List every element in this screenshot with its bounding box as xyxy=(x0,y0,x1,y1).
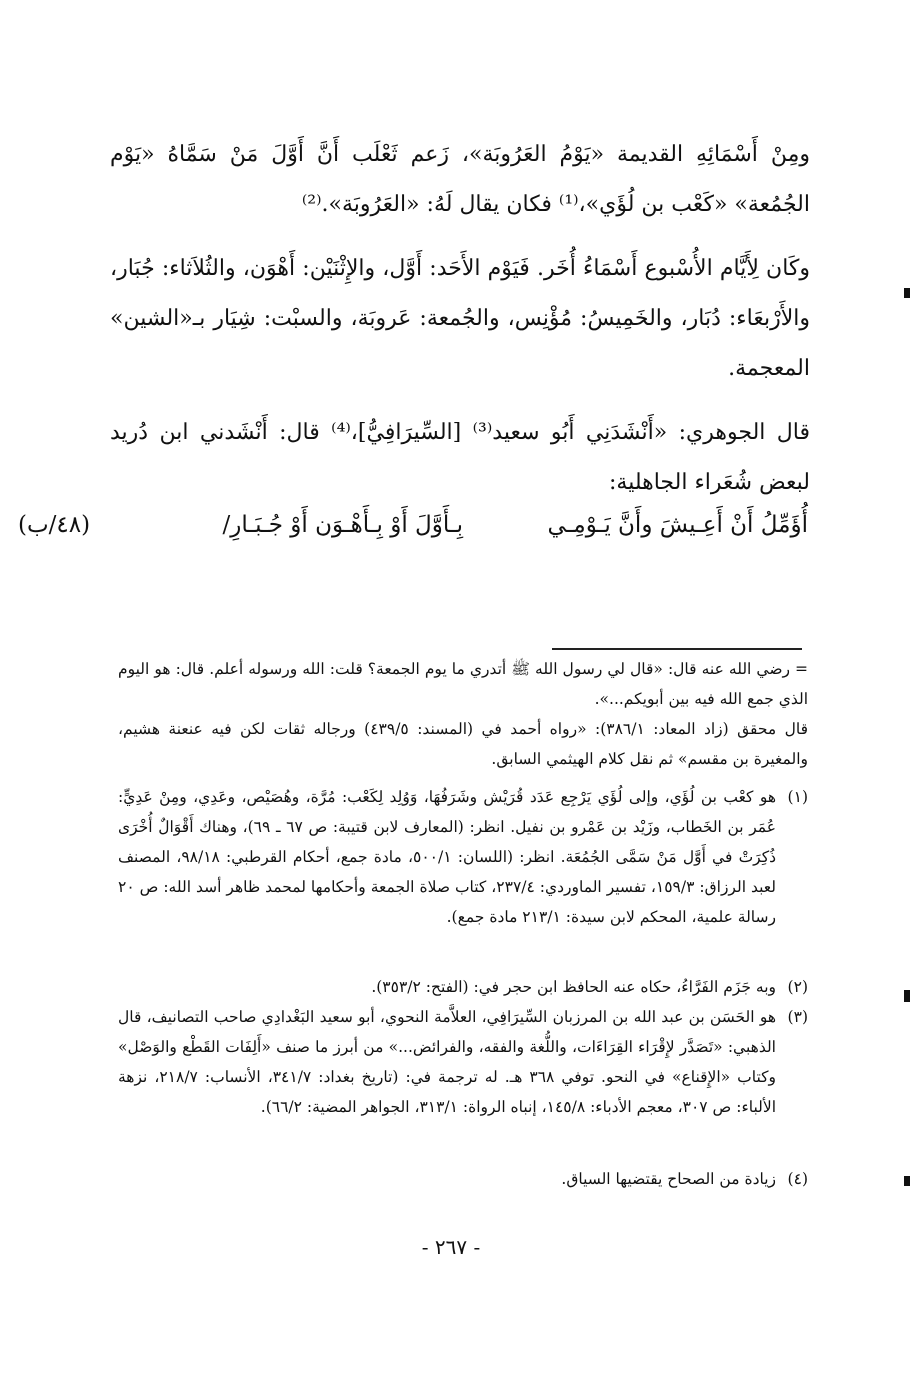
footnote-3 xyxy=(118,1002,808,1122)
footnote-number: (٢) xyxy=(787,978,808,996)
scan-edge-mark xyxy=(904,990,910,1002)
footnote-text: هو كعْب بن لُؤَي، وإلى لُؤَي يَرْجِع عَدَد قُرَيْش وشَرَفُهَا، وَوُلِد لِكَعْب: مُرَّة، وهُصَيْص، وعَدِي، ومِنْ عَدِيٍّ: عُمَر بن الخَطاب، وزَيْد بن عَمْرو بن نفيل. انظر: (المعارف لابن قتيبة: ص ٦٧ ـ ٦٩)، وهناك أَقْوَالٌ أُخْرَى ذُكِرَتْ في أَوَّل مَنْ سَمَّى الجُمُعَة. انظر: (اللسان: ٥٠٠/١، مادة جمع، أحكام القرطبي: ٩٨/١٨، المصنف لعبد الرزاق: ١٥٩/٣، تفسير الماوردي: ٢٣٧/٤، كتاب صلاة الجمعة وأحكامها لمحمد ظاهر أسد الله: ص ٢٠ رسالة علمية، المحكم لابن سيدة: ٢١٣/١ مادة جمع). xyxy=(118,788,777,926)
main-paragraph-1: ومِنْ أَسْمَائِهِ القديمة «يَوْمُ العَرُوبَة»، زَعم ثَعْلَب أَنَّ أَوَّلَ مَنْ سَمَّاهُ «يَوْم الجُمُعة» «كَعْب بن لُؤَي»،⁽¹⁾ فكان يقال لَهُ: «العَرُوبَة».⁽²⁾ xyxy=(110,142,810,217)
footnote-number: (١) xyxy=(787,788,808,806)
footnote-number: (٤) xyxy=(787,1170,808,1188)
footnote-reference: قال محقق (زاد المعاد: ٣٨٦/١): «رواه أحمد في (المسند: ٤٣٩/٥) ورجاله ثقات لكن فيه عنعنة هشيم، والمغيرة بن مقسم» ثم نقل كلام الهيثمي السابق. xyxy=(118,720,808,768)
footnote-2 xyxy=(118,972,808,1002)
scan-edge-mark xyxy=(904,288,910,298)
verse-first-hemistich: أُؤَمِّلُ أَنْ أَعِـيشَ وأَنَّ يَـوْمِـي xyxy=(547,512,808,538)
page-number: - ٢٦٧ - xyxy=(421,1235,481,1259)
verse-second-hemistich: بِـأَوَّلَ أَوْ بِـأَهْـوَن أَوْ جُـبَـارِ/ xyxy=(222,512,463,538)
manuscript-folio-marker: (٤٨/ب) xyxy=(18,512,91,538)
poetry-verse xyxy=(18,500,808,550)
footnote-separator xyxy=(552,648,802,650)
footnote-text: وبه جَزَم الفَرَّاءُ، حكاه عنه الحافظ ابن حجر في: (الفتح: ٣٥٣/٢). xyxy=(371,978,776,996)
footnote-text: هو الحَسَن بن عبد الله بن المرزبان السِّيرَافِي، العلاَّمة النحوي، أبو سعيد البَغْدادِي صاحب التصانيف، قال الذهبي: «تَصَدَّر لإِقْرَاء القِرَاءَات، واللُّغة والفقه، والفرائض...» من أبرز ما صنف «أَلِفَات القَطْع والوَصْل» وكتاب «الإِقناع» في النحو. توفي ٣٦٨ هـ. له ترجمة في: (تاريخ بغداد: ٣٤١/٧، الأنساب: ٢١٨/٧، نزهة الألباء: ص ٣٠٧، معجم الأدباء: ١٤٥/٨، إنباه الرواة: ٣١٣/١، الجواهر المضية: ٦٦/٢). xyxy=(118,1008,777,1116)
main-paragraph-2: وكَان لِأَيَّام الأُسْبوع أَسْمَاءُ أُخَر. فَيَوْم الأَحَد: أَوَّل، والإِثْنَيْن: أَهْوَن، والثُلاَثاء: جُبَار، والأَرْبعَاء: دُبَار، والخَمِيسُ: مُؤْنِس، والجُمعة: عَروبَة، والسبْت: شِيَار بـ«الشين» المعجمة. xyxy=(110,256,810,381)
scan-edge-mark xyxy=(904,1176,910,1186)
footnote-1 xyxy=(118,782,808,932)
footnote-4 xyxy=(118,1164,808,1194)
footnote-number: (٣) xyxy=(787,1008,808,1026)
footnote-text: زيادة من الصحاح يقتضيها السياق. xyxy=(561,1170,776,1188)
footnote-continuation: = رضي الله عنه قال: «قال لي رسول الله ﷺ أتدري ما يوم الجمعة؟ قلت: الله ورسوله أعلم. قال: هو اليوم الذي جمع الله فيه بين أبويكم...». xyxy=(118,660,808,708)
main-paragraph-3: قال الجوهري: «أَنْشَدَنِي أَبُو سعيد⁽³⁾ [السِّيرَافِيُّ]،⁽⁴⁾ قال: أَنْشَدني ابن دُريد لبعض شُعَراء الجاهلية: xyxy=(110,420,810,495)
